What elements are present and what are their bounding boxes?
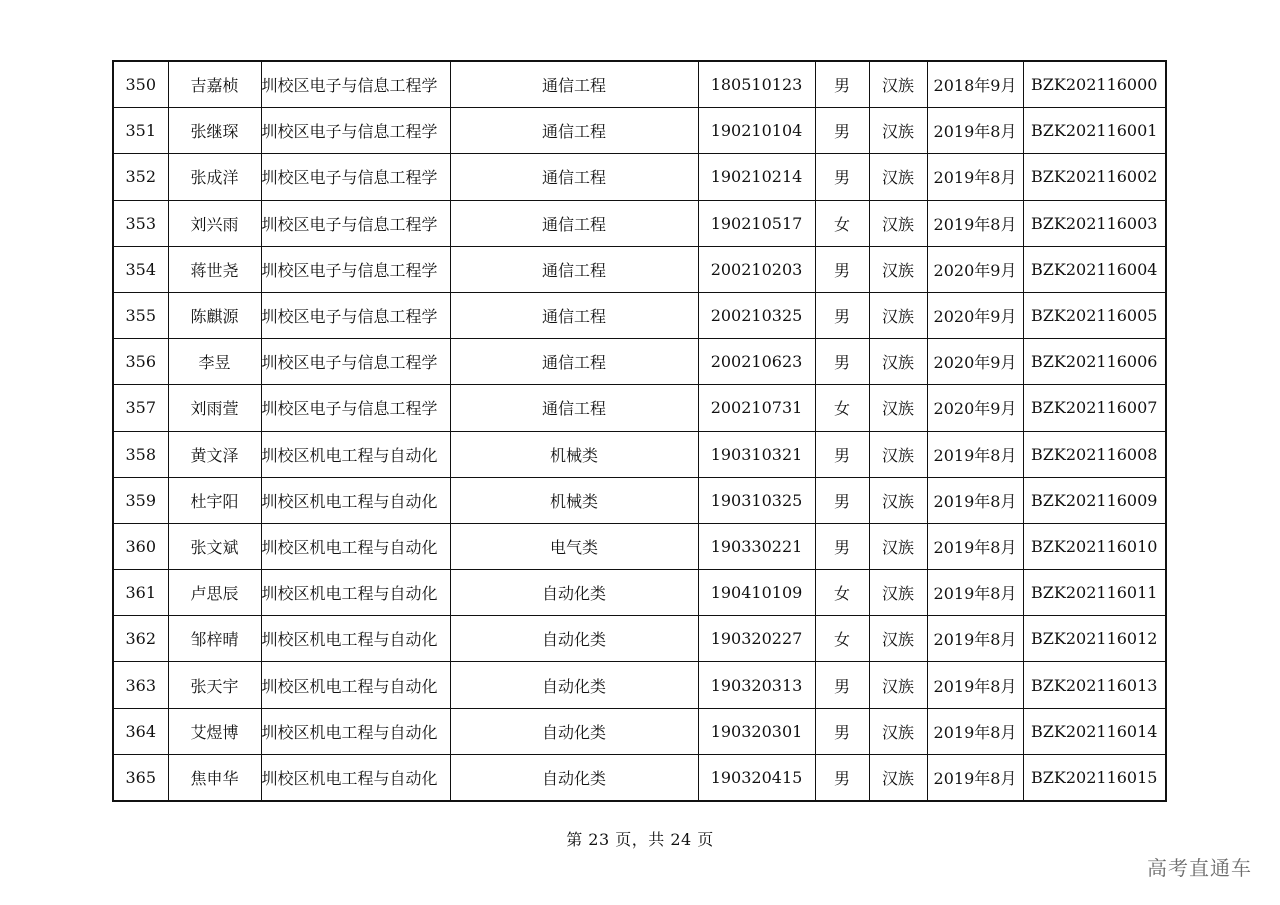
- cell-student-id: 200210203: [698, 246, 815, 292]
- cell-student-name: 张成洋: [168, 154, 261, 200]
- cell-gender: 男: [815, 662, 869, 708]
- cell-enrollment-date: 2019年8月: [927, 662, 1023, 708]
- cell-major: 电气类: [450, 523, 698, 569]
- cell-serial-number: 363: [113, 662, 168, 708]
- cell-certificate-number: BZK202116014: [1023, 708, 1166, 754]
- cell-college-text: 圳校区机电工程与自动化: [261, 445, 438, 465]
- cell-serial-number: 355: [113, 292, 168, 338]
- cell-major: 自动化类: [450, 616, 698, 662]
- cell-major: 通信工程: [450, 385, 698, 431]
- cell-ethnicity: 汉族: [869, 754, 927, 801]
- table-row: [113, 523, 1166, 569]
- table-row: [113, 246, 1166, 292]
- cell-major: 通信工程: [450, 246, 698, 292]
- cell-major: 通信工程: [450, 154, 698, 200]
- cell-certificate-number: BZK202116008: [1023, 431, 1166, 477]
- cell-certificate-number: BZK202116005: [1023, 292, 1166, 338]
- cell-student-name: 张继琛: [168, 108, 261, 154]
- cell-student-id: 180510123: [698, 61, 815, 108]
- cell-college: [261, 200, 450, 246]
- cell-certificate-number: BZK202116000: [1023, 61, 1166, 108]
- cell-certificate-number: BZK202116002: [1023, 154, 1166, 200]
- table-row: [113, 61, 1166, 108]
- cell-gender: 女: [815, 200, 869, 246]
- cell-serial-number: 362: [113, 616, 168, 662]
- cell-college-text: 圳校区机电工程与自动化: [261, 676, 438, 696]
- cell-college-text: 圳校区电子与信息工程学: [261, 399, 438, 419]
- cell-ethnicity: 汉族: [869, 662, 927, 708]
- cell-enrollment-date: 2018年9月: [927, 61, 1023, 108]
- cell-gender: 男: [815, 61, 869, 108]
- cell-college: [261, 754, 450, 801]
- cell-certificate-number: BZK202116003: [1023, 200, 1166, 246]
- cell-college: [261, 708, 450, 754]
- cell-college: [261, 339, 450, 385]
- table-row: [113, 154, 1166, 200]
- cell-college-text: 圳校区电子与信息工程学: [261, 260, 438, 280]
- cell-college-text: 圳校区机电工程与自动化: [261, 768, 438, 788]
- cell-certificate-number: BZK202116015: [1023, 754, 1166, 801]
- cell-college: [261, 662, 450, 708]
- cell-student-id: 200210623: [698, 339, 815, 385]
- table-row: [113, 570, 1166, 616]
- cell-serial-number: 352: [113, 154, 168, 200]
- cell-major: 机械类: [450, 431, 698, 477]
- cell-college-text: 圳校区机电工程与自动化: [261, 630, 438, 650]
- cell-enrollment-date: 2020年9月: [927, 385, 1023, 431]
- cell-serial-number: 354: [113, 246, 168, 292]
- page-number-footer: 第 23 页，共 24 页: [566, 830, 714, 849]
- cell-gender: 女: [815, 385, 869, 431]
- cell-college: [261, 477, 450, 523]
- cell-ethnicity: 汉族: [869, 292, 927, 338]
- cell-student-id: 190210104: [698, 108, 815, 154]
- table-body: [113, 61, 1166, 801]
- cell-certificate-number: BZK202116004: [1023, 246, 1166, 292]
- cell-ethnicity: 汉族: [869, 708, 927, 754]
- cell-gender: 女: [815, 616, 869, 662]
- cell-serial-number: 350: [113, 61, 168, 108]
- cell-major: 通信工程: [450, 61, 698, 108]
- cell-student-id: 190410109: [698, 570, 815, 616]
- cell-serial-number: 359: [113, 477, 168, 523]
- cell-major: 通信工程: [450, 292, 698, 338]
- cell-enrollment-date: 2019年8月: [927, 431, 1023, 477]
- cell-certificate-number: BZK202116001: [1023, 108, 1166, 154]
- cell-major: 自动化类: [450, 662, 698, 708]
- cell-gender: 男: [815, 477, 869, 523]
- cell-college-text: 圳校区电子与信息工程学: [261, 168, 438, 188]
- cell-enrollment-date: 2019年8月: [927, 154, 1023, 200]
- cell-ethnicity: 汉族: [869, 570, 927, 616]
- cell-college-text: 圳校区机电工程与自动化: [261, 491, 438, 511]
- cell-ethnicity: 汉族: [869, 616, 927, 662]
- cell-student-name: 刘兴雨: [168, 200, 261, 246]
- table-row: [113, 385, 1166, 431]
- cell-student-id: 190210214: [698, 154, 815, 200]
- cell-serial-number: 351: [113, 108, 168, 154]
- cell-college: [261, 431, 450, 477]
- cell-certificate-number: BZK202116010: [1023, 523, 1166, 569]
- cell-enrollment-date: 2019年8月: [927, 477, 1023, 523]
- cell-college: [261, 570, 450, 616]
- cell-college-text: 圳校区电子与信息工程学: [261, 214, 438, 234]
- cell-student-id: 200210731: [698, 385, 815, 431]
- table-row: [113, 292, 1166, 338]
- cell-certificate-number: BZK202116013: [1023, 662, 1166, 708]
- cell-serial-number: 361: [113, 570, 168, 616]
- cell-ethnicity: 汉族: [869, 154, 927, 200]
- cell-gender: 男: [815, 154, 869, 200]
- cell-college: [261, 523, 450, 569]
- cell-student-name: 吉嘉桢: [168, 61, 261, 108]
- cell-certificate-number: BZK202116006: [1023, 339, 1166, 385]
- cell-gender: 男: [815, 523, 869, 569]
- table-row: [113, 616, 1166, 662]
- table-row: [113, 431, 1166, 477]
- cell-certificate-number: BZK202116011: [1023, 570, 1166, 616]
- cell-student-name: 焦申华: [168, 754, 261, 801]
- cell-ethnicity: 汉族: [869, 108, 927, 154]
- cell-gender: 女: [815, 570, 869, 616]
- cell-ethnicity: 汉族: [869, 200, 927, 246]
- cell-student-name: 张天宇: [168, 662, 261, 708]
- cell-major: 通信工程: [450, 200, 698, 246]
- cell-ethnicity: 汉族: [869, 61, 927, 108]
- cell-college-text: 圳校区电子与信息工程学: [261, 122, 438, 142]
- cell-certificate-number: BZK202116012: [1023, 616, 1166, 662]
- cell-student-id: 190310321: [698, 431, 815, 477]
- cell-college-text: 圳校区机电工程与自动化: [261, 722, 438, 742]
- cell-ethnicity: 汉族: [869, 339, 927, 385]
- cell-student-id: 190320415: [698, 754, 815, 801]
- cell-major: 通信工程: [450, 108, 698, 154]
- cell-college: [261, 292, 450, 338]
- cell-ethnicity: 汉族: [869, 385, 927, 431]
- cell-student-name: 卢思辰: [168, 570, 261, 616]
- cell-student-name: 刘雨萱: [168, 385, 261, 431]
- cell-college: [261, 61, 450, 108]
- cell-college-text: 圳校区电子与信息工程学: [261, 353, 438, 373]
- cell-serial-number: 360: [113, 523, 168, 569]
- cell-major: 通信工程: [450, 339, 698, 385]
- cell-student-id: 200210325: [698, 292, 815, 338]
- cell-gender: 男: [815, 754, 869, 801]
- cell-enrollment-date: 2020年9月: [927, 246, 1023, 292]
- cell-college-text: 圳校区机电工程与自动化: [261, 537, 438, 557]
- cell-student-name: 李昱: [168, 339, 261, 385]
- cell-gender: 男: [815, 339, 869, 385]
- cell-student-id: 190210517: [698, 200, 815, 246]
- cell-student-id: 190320313: [698, 662, 815, 708]
- cell-serial-number: 356: [113, 339, 168, 385]
- cell-gender: 男: [815, 108, 869, 154]
- cell-college-text: 圳校区机电工程与自动化: [261, 584, 438, 604]
- table-row: [113, 708, 1166, 754]
- cell-serial-number: 358: [113, 431, 168, 477]
- cell-ethnicity: 汉族: [869, 246, 927, 292]
- cell-serial-number: 365: [113, 754, 168, 801]
- cell-student-name: 黄文泽: [168, 431, 261, 477]
- cell-major: 自动化类: [450, 708, 698, 754]
- cell-serial-number: 364: [113, 708, 168, 754]
- cell-serial-number: 357: [113, 385, 168, 431]
- cell-major: 自动化类: [450, 754, 698, 801]
- cell-student-id: 190320301: [698, 708, 815, 754]
- cell-student-name: 杜宇阳: [168, 477, 261, 523]
- cell-ethnicity: 汉族: [869, 477, 927, 523]
- cell-college: [261, 385, 450, 431]
- cell-certificate-number: BZK202116009: [1023, 477, 1166, 523]
- cell-ethnicity: 汉族: [869, 523, 927, 569]
- cell-enrollment-date: 2019年8月: [927, 616, 1023, 662]
- table-row: [113, 108, 1166, 154]
- table-row: [113, 754, 1166, 801]
- cell-student-id: 190310325: [698, 477, 815, 523]
- cell-gender: 男: [815, 431, 869, 477]
- table-row: [113, 339, 1166, 385]
- cell-enrollment-date: 2019年8月: [927, 523, 1023, 569]
- cell-serial-number: 353: [113, 200, 168, 246]
- cell-enrollment-date: 2020年9月: [927, 292, 1023, 338]
- cell-student-name: 张文斌: [168, 523, 261, 569]
- cell-student-id: 190320227: [698, 616, 815, 662]
- cell-major: 自动化类: [450, 570, 698, 616]
- cell-college: [261, 108, 450, 154]
- table-row: [113, 662, 1166, 708]
- cell-enrollment-date: 2019年8月: [927, 108, 1023, 154]
- watermark-logo-text: 高考直通车: [1147, 856, 1252, 880]
- cell-college-text: 圳校区电子与信息工程学: [261, 76, 438, 96]
- cell-gender: 男: [815, 246, 869, 292]
- cell-enrollment-date: 2019年8月: [927, 570, 1023, 616]
- cell-certificate-number: BZK202116007: [1023, 385, 1166, 431]
- student-roster-table: [112, 60, 1167, 802]
- cell-college: [261, 154, 450, 200]
- cell-college-text: 圳校区电子与信息工程学: [261, 307, 438, 327]
- cell-gender: 男: [815, 708, 869, 754]
- cell-enrollment-date: 2019年8月: [927, 754, 1023, 801]
- cell-ethnicity: 汉族: [869, 431, 927, 477]
- cell-major: 机械类: [450, 477, 698, 523]
- cell-college: [261, 616, 450, 662]
- cell-student-name: 艾煜博: [168, 708, 261, 754]
- cell-college: [261, 246, 450, 292]
- table-row: [113, 477, 1166, 523]
- cell-student-id: 190330221: [698, 523, 815, 569]
- cell-enrollment-date: 2020年9月: [927, 339, 1023, 385]
- cell-enrollment-date: 2019年8月: [927, 708, 1023, 754]
- cell-gender: 男: [815, 292, 869, 338]
- cell-student-name: 陈麒源: [168, 292, 261, 338]
- cell-student-name: 蒋世尧: [168, 246, 261, 292]
- table-row: [113, 200, 1166, 246]
- cell-enrollment-date: 2019年8月: [927, 200, 1023, 246]
- cell-student-name: 邹梓晴: [168, 616, 261, 662]
